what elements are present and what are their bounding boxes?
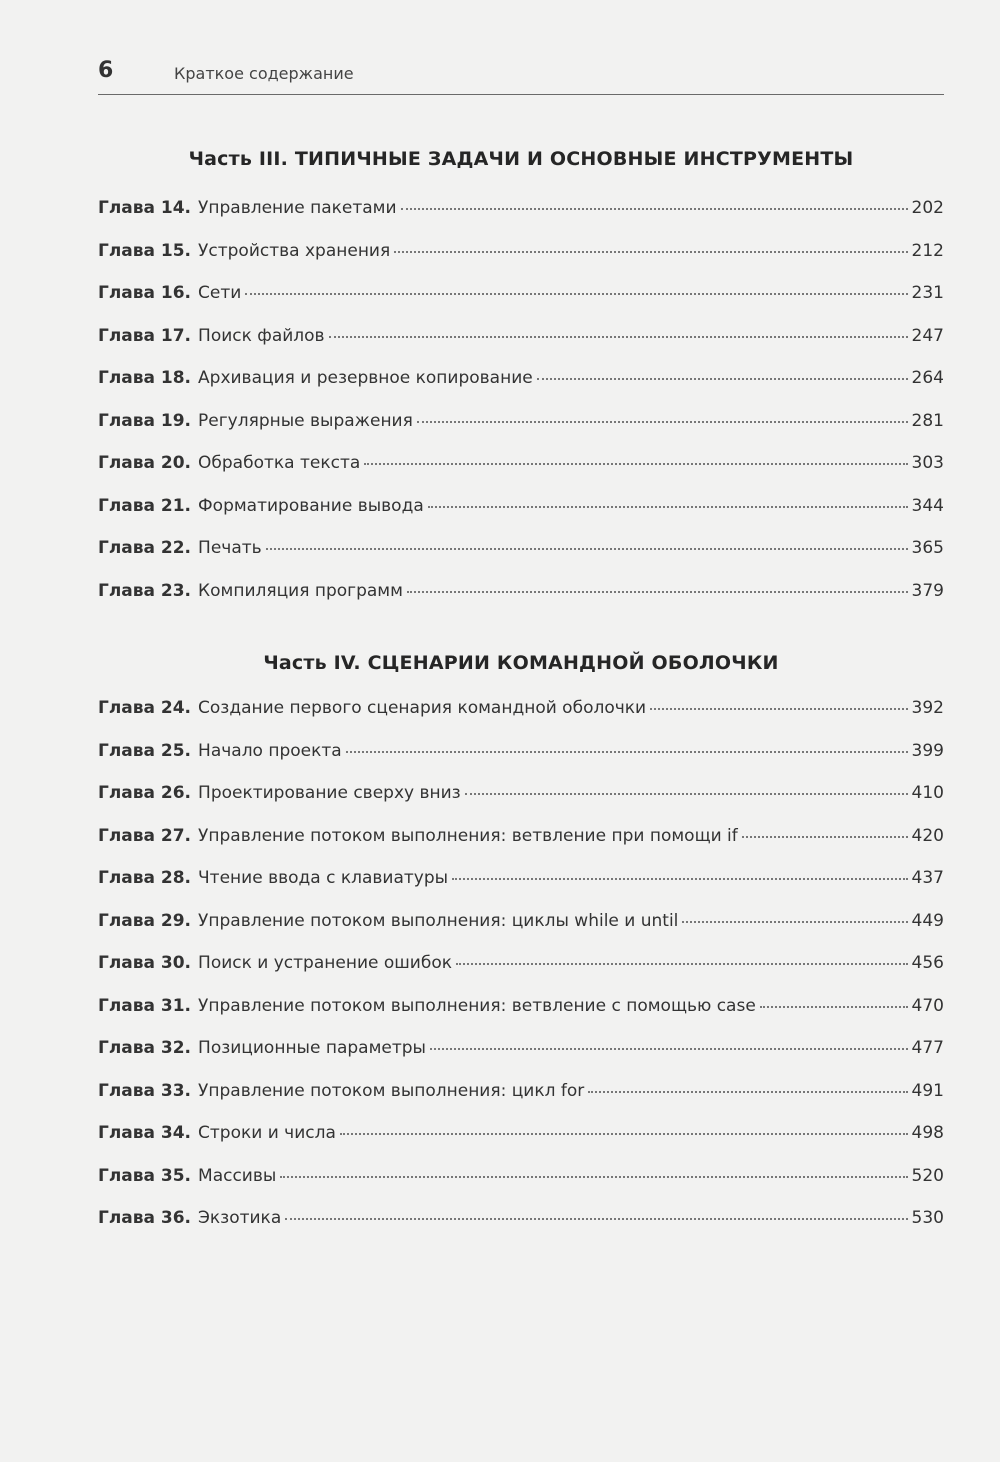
chapter-label: Глава 33.: [98, 1080, 192, 1101]
page-number: 6: [98, 58, 114, 83]
toc-entry: [98, 368, 944, 411]
dot-leader: [452, 877, 907, 880]
dot-leader: [394, 250, 907, 253]
toc-entry: [98, 911, 944, 954]
dot-leader: [266, 547, 908, 550]
toc-entry: [98, 1166, 944, 1209]
chapter-title: Архивация и резервное копирование: [198, 368, 533, 388]
page-header: [98, 58, 944, 95]
chapter-label: Глава 30.: [98, 953, 192, 973]
chapter-title: Регулярные выражения: [198, 410, 413, 431]
dot-leader: [340, 1132, 908, 1135]
chapter-label: Глава 17.: [98, 325, 192, 346]
chapter-label: Глава 16.: [98, 283, 192, 303]
dot-leader: [742, 835, 908, 838]
dot-leader: [346, 750, 908, 753]
chapter-title: Сети: [198, 283, 242, 303]
dot-leader: [650, 707, 907, 710]
dot-leader: [245, 292, 907, 295]
toc-entry: [98, 783, 944, 826]
chapter-page-number: 365: [911, 538, 944, 558]
chapter-page-number: 477: [911, 1038, 944, 1058]
dot-leader: [537, 377, 908, 380]
chapter-page-number: 420: [911, 825, 944, 846]
chapter-label: Глава 32.: [98, 1038, 192, 1058]
chapter-page-number: 202: [911, 198, 944, 218]
chapter-page-number: 392: [911, 698, 944, 718]
toc-entry: [98, 1208, 944, 1251]
chapter-page-number: 470: [911, 995, 944, 1016]
toc-entry: [98, 538, 944, 581]
chapter-title: Управление пакетами: [198, 198, 397, 218]
running-title: Краткое содержание: [174, 64, 354, 83]
chapter-title: Позиционные параметры: [198, 1038, 426, 1058]
toc-entry: [98, 826, 944, 869]
toc-entry: [98, 953, 944, 996]
chapter-label: Глава 34.: [98, 1123, 192, 1143]
chapter-label: Глава 22.: [98, 538, 192, 558]
chapter-title: Поиск файлов: [198, 325, 325, 346]
chapter-page-number: 344: [911, 495, 944, 516]
part-4-title: Часть IV. СЦЕНАРИИ КОМАНДНОЙ ОБОЛОЧКИ: [263, 652, 779, 674]
dot-leader: [407, 590, 908, 593]
chapter-label: Глава 19.: [98, 410, 192, 431]
chapter-title: Начало проекта: [198, 740, 342, 761]
toc-entry: [98, 283, 944, 326]
chapter-label: Глава 24.: [98, 698, 192, 718]
chapter-label: Глава 31.: [98, 995, 192, 1016]
dot-leader: [417, 420, 908, 423]
chapter-title: Устройства хранения: [198, 240, 391, 261]
chapter-label: Глава 26.: [98, 783, 192, 803]
toc-entry: [98, 741, 944, 784]
dot-leader: [364, 462, 907, 465]
chapter-title: Проектирование сверху вниз: [198, 783, 461, 803]
chapter-label: Глава 15.: [98, 240, 192, 261]
toc-entry: [98, 581, 944, 624]
dot-leader: [401, 207, 908, 210]
toc-entry: [98, 1123, 944, 1166]
chapter-title: Печать: [198, 538, 262, 558]
chapter-title: Создание первого сценария командной оболочки: [198, 698, 647, 718]
dot-leader: [456, 962, 908, 965]
chapter-label: Глава 36.: [98, 1208, 192, 1228]
chapter-label: Глава 35.: [98, 1165, 192, 1186]
chapter-page-number: 212: [911, 240, 944, 261]
chapter-title: Форматирование вывода: [198, 495, 424, 516]
chapter-title: Обработка текста: [198, 453, 361, 473]
toc-entry: [98, 868, 944, 911]
toc-entry: [98, 241, 944, 284]
toc-entry: [98, 453, 944, 496]
chapter-title: Экзотика: [198, 1208, 282, 1228]
chapter-page-number: 264: [911, 368, 944, 388]
chapter-label: Глава 28.: [98, 868, 192, 888]
chapter-page-number: 491: [911, 1080, 944, 1101]
chapter-label: Глава 25.: [98, 740, 192, 761]
part-3-title: Часть III. ТИПИЧНЫЕ ЗАДАЧИ И ОСНОВНЫЕ ИНСТРУМЕНТЫ: [188, 148, 854, 170]
dot-leader: [760, 1005, 908, 1008]
toc-part-4: [98, 698, 944, 1251]
chapter-title: Управление потоком выполнения: цикл for: [198, 1080, 585, 1101]
chapter-page-number: 498: [911, 1123, 944, 1143]
chapter-page-number: 399: [911, 740, 944, 761]
dot-leader: [329, 335, 908, 338]
dot-leader: [682, 920, 907, 923]
chapter-page-number: 520: [911, 1165, 944, 1186]
dot-leader: [465, 792, 908, 795]
toc-entry: [98, 698, 944, 741]
chapter-label: Глава 27.: [98, 825, 192, 846]
toc-entry: [98, 996, 944, 1039]
chapter-page-number: 379: [911, 580, 944, 601]
chapter-label: Глава 20.: [98, 453, 192, 473]
chapter-title: Поиск и устранение ошибок: [198, 953, 453, 973]
chapter-label: Глава 18.: [98, 368, 192, 388]
dot-leader: [285, 1217, 907, 1220]
chapter-title: Управление потоком выполнения: ветвление с помощью case: [198, 995, 756, 1016]
toc-entry: [98, 198, 944, 241]
toc-entry: [98, 1038, 944, 1081]
dot-leader: [428, 505, 908, 508]
chapter-page-number: 449: [911, 910, 944, 931]
dot-leader: [588, 1090, 907, 1093]
chapter-title: Чтение ввода с клавиатуры: [198, 868, 449, 888]
chapter-page-number: 303: [911, 453, 944, 473]
chapter-title: Компиляция программ: [198, 580, 403, 601]
dot-leader: [430, 1047, 908, 1050]
chapter-page-number: 231: [911, 283, 944, 303]
chapter-page-number: 281: [911, 410, 944, 431]
chapter-page-number: 437: [911, 868, 944, 888]
chapter-title: Управление потоком выполнения: ветвление при помощи if: [198, 825, 738, 846]
chapter-page-number: 530: [911, 1208, 944, 1228]
toc-entry: [98, 1081, 944, 1124]
chapter-label: Глава 21.: [98, 495, 192, 516]
toc-entry: [98, 411, 944, 454]
chapter-page-number: 456: [911, 953, 944, 973]
chapter-title: Строки и числа: [198, 1123, 336, 1143]
chapter-label: Глава 23.: [98, 580, 192, 601]
toc-entry: [98, 326, 944, 369]
chapter-page-number: 410: [911, 783, 944, 803]
chapter-page-number: 247: [911, 325, 944, 346]
chapter-label: Глава 29.: [98, 910, 192, 931]
chapter-label: Глава 14.: [98, 198, 192, 218]
chapter-title: Управление потоком выполнения: циклы while и until: [198, 910, 679, 931]
dot-leader: [280, 1175, 907, 1178]
toc-part-3: [98, 198, 944, 623]
chapter-title: Массивы: [198, 1165, 277, 1186]
toc-entry: [98, 496, 944, 539]
